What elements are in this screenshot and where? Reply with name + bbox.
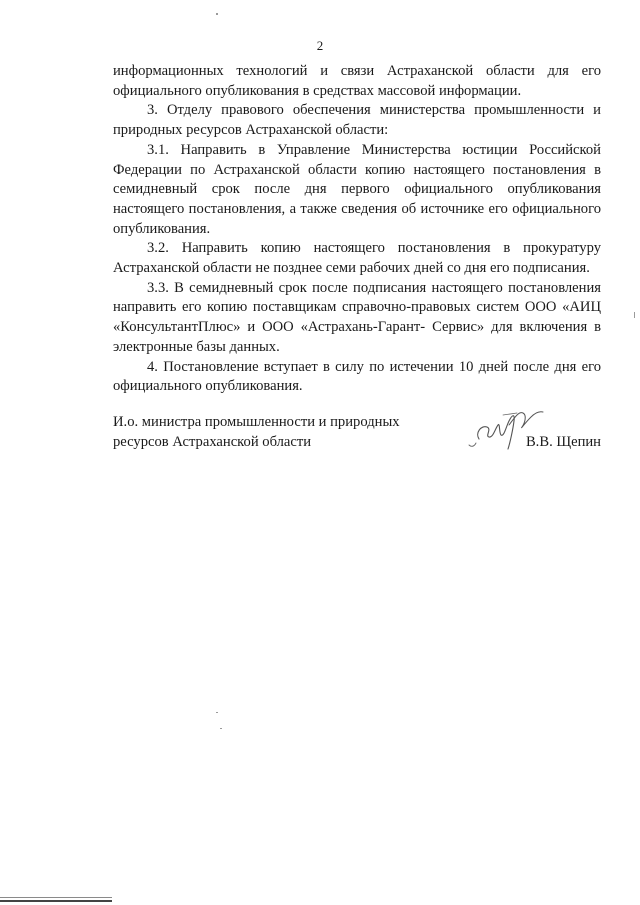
signer-title-line: И.о. министра промышленности и природных <box>113 414 400 430</box>
text-line: официального опубликования. <box>113 200 601 237</box>
text-line: 3.2. Направить копию настоящего постановления в прокуратуру <box>147 240 601 257</box>
paragraph-item-4 <box>113 358 601 397</box>
text-line: постановления направить его копию поставщикам справочно-правовых <box>113 279 601 316</box>
paragraph-item-3-2 <box>113 239 601 278</box>
text-line: 3.1. Направить в Управление Министерства юстиции Российской <box>147 141 601 158</box>
page-number: 2 <box>316 38 324 53</box>
paragraph-continuation <box>113 62 601 101</box>
scan-artifact-dot <box>220 728 222 729</box>
document-body <box>113 62 601 397</box>
signer-name: В.В. Щепин <box>525 434 601 450</box>
text-line: Федерации по Астраханской области копию настоящего постановления в <box>113 161 601 178</box>
text-line: Астраханской области не позднее семи рабочих дней со дня его подписания. <box>113 260 590 277</box>
signature-block <box>113 413 601 457</box>
text-line: официального опубликования. <box>113 378 303 395</box>
scan-artifact-dot <box>634 312 635 318</box>
scan-artifact-dot <box>216 13 218 15</box>
scan-artifact-dot <box>216 712 218 713</box>
text-line: природных ресурсов Астраханской области: <box>113 122 389 139</box>
signer-title <box>113 413 443 452</box>
text-line: семидневный срок после дня первого официального опубликования <box>113 181 601 198</box>
paragraph-item-3-1 <box>113 141 601 240</box>
signer-title-line: ресурсов Астраханской области <box>113 433 312 450</box>
paragraph-item-3 <box>113 101 601 140</box>
bottom-edge-line <box>0 897 112 898</box>
text-line: официального опубликования в средствах массовой информации. <box>113 82 522 99</box>
text-line: информационных технологий и связи Астраханской области для его <box>113 63 601 79</box>
text-line: систем ООО «АИЦ «КонсультантПлюс» и ООО «Астрахань-Гарант- <box>113 299 601 336</box>
text-line: 3. Отделу правового обеспечения министерства промышленности и <box>147 102 601 119</box>
paragraph-item-3-3 <box>113 279 601 358</box>
text-line: настоящего постановления, а также сведения об источнике его <box>113 200 508 217</box>
text-line: Сервис» для включения в электронные базы данных. <box>113 319 601 355</box>
text-line: 4. Постановление вступает в силу по истечении 10 дней после дня его <box>147 358 601 375</box>
text-line: 3.3. В семидневный срок после подписания настоящего <box>147 279 503 296</box>
bottom-edge-line <box>0 900 112 902</box>
